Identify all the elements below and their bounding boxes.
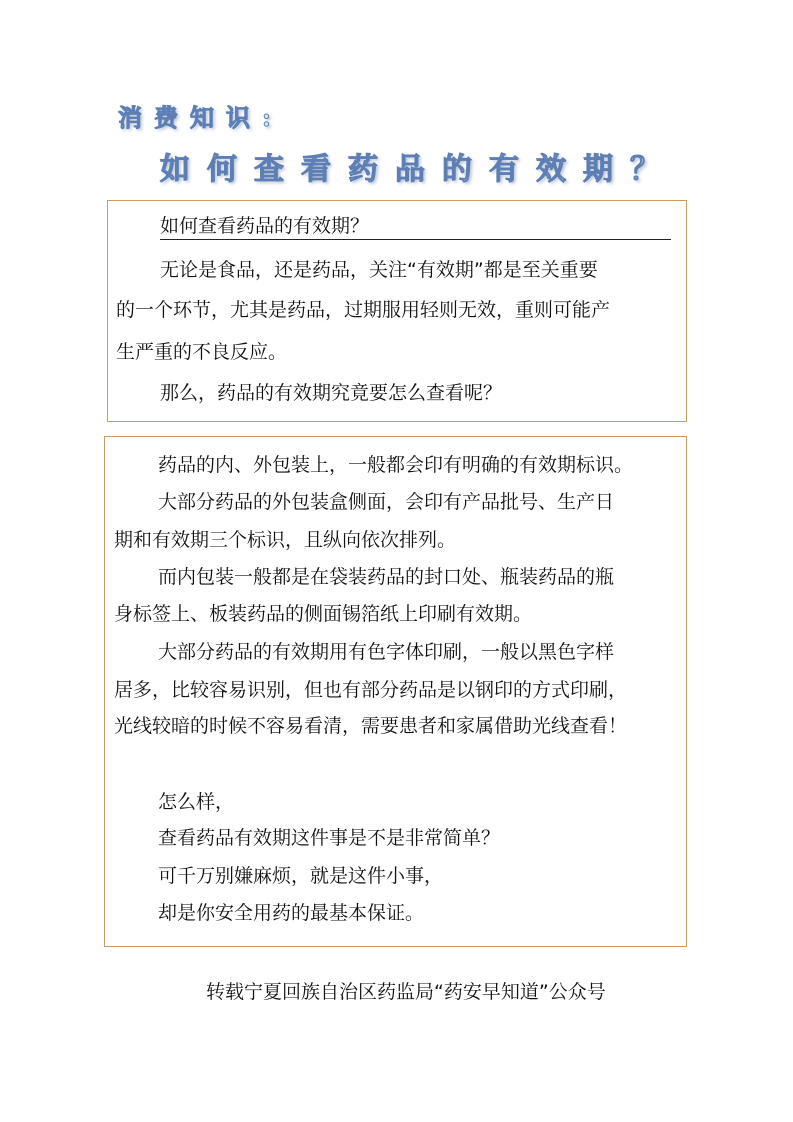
intro-heading: 如何查看药品的有效期？: [160, 215, 370, 237]
intro-line-3: 生严重的不良反应。: [116, 341, 288, 363]
closing-line-1: 怎么样，: [158, 791, 235, 813]
detail-line-5: 身标签上、板装药品的侧面锡箔纸上印刷有效期。: [114, 603, 533, 625]
page-title: 如何查看药品的有效期？: [160, 152, 677, 187]
source-note: 转载宁夏回族自治区药监局“药安早知道”公众号: [206, 981, 606, 1003]
closing-line-2: 查看药品有效期这件事是不是非常简单？: [158, 827, 501, 849]
intro-line-1: 无论是食品，还是药品，关注“有效期”都是至关重要: [160, 259, 598, 281]
closing-line-3: 可千万别嫌麻烦，就是这件小事，: [158, 865, 444, 887]
detail-line-1: 药品的内、外包装上，一般都会印有明确的有效期标识。: [158, 454, 634, 476]
section-label: 消费知识:: [118, 103, 283, 132]
detail-line-8: 光线较暗的时候不容易看清，需要患者和家属借助光线查看！: [114, 715, 628, 737]
intro-line-2: 的一个环节，尤其是药品，过期服用轻则无效，重则可能产: [116, 299, 611, 321]
heading-underline: [160, 239, 671, 240]
detail-line-2: 大部分药品的外包装盒侧面，会印有产品批号、生产日: [158, 491, 615, 513]
intro-line-4: 那么，药品的有效期究竟要怎么查看呢？: [160, 382, 503, 404]
closing-line-4: 却是你安全用药的最基本保证。: [158, 902, 425, 924]
detail-line-3: 期和有效期三个标识，且纵向依次排列。: [114, 529, 457, 551]
detail-line-7: 居多，比较容易识别，但也有部分药品是以钢印的方式印刷，: [114, 679, 628, 701]
detail-line-6: 大部分药品的有效期用有色字体印刷，一般以黑色字样: [158, 641, 615, 663]
detail-line-4: 而内包装一般都是在袋装药品的封口处、瓶装药品的瓶: [158, 566, 615, 588]
